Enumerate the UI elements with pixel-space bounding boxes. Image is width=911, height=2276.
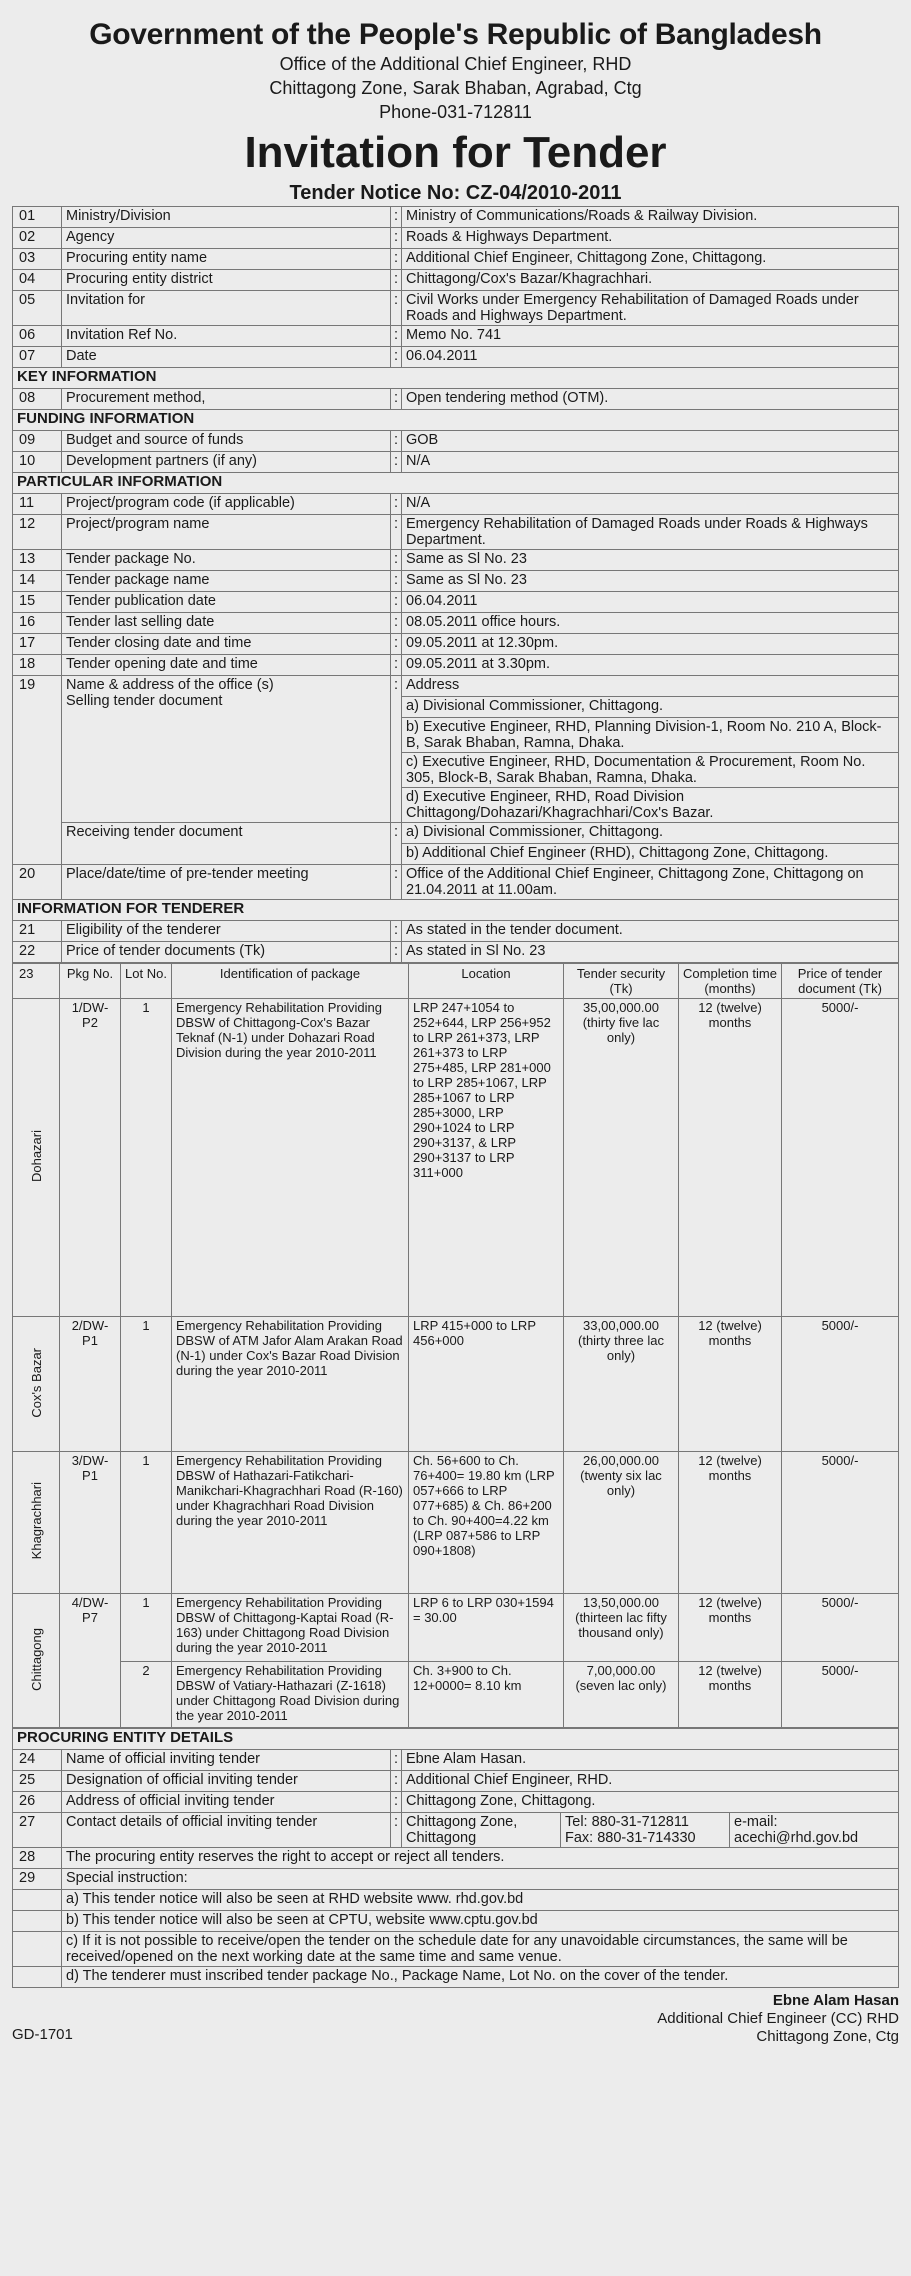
table-row: 06 Invitation Ref No. : Memo No. 741 — [13, 326, 899, 347]
table-row: 27 Contact details of official inviting tender : Chittagong Zone, Chittagong Tel: 880-31-712811 Fax: 880-31-714330 e-mail: acechi@rhd.gov.bd — [13, 1813, 899, 1848]
table-row: 26 Address of official inviting tender : Chittagong Zone, Chittagong. — [13, 1792, 899, 1813]
table-row: 03 Procuring entity name : Additional Chief Engineer, Chittagong Zone, Chittagong. — [13, 249, 899, 270]
table-row: 21 Eligibility of the tenderer : As stated in the tender document. — [13, 921, 899, 942]
signatory-zone: Chittagong Zone, Ctg — [756, 2028, 899, 2045]
table-row: d) The tenderer must inscribed tender package No., Package Name, Lot No. on the cover of the tender. — [13, 1967, 899, 1988]
phone-line: Phone-031-712811 — [379, 102, 532, 122]
table-row: 20 Place/date/time of pre-tender meeting : Office of the Additional Chief Engineer, Chittagong Zone, Chittagong on 21.04.2011 at 11.00am. — [13, 865, 899, 900]
table-row: 02 Agency : Roads & Highways Department. — [13, 228, 899, 249]
package-row: Khagrachhari 3/DW-P1 1 Emergency Rehabilitation Providing DBSW of Hathazari-Fatikchari-Manikchari-Khagrachhari Road (R-160) under Khagrachhari Road Division during the year 2010-2011 Ch. 56+600 to Ch. 76+400= 19.80 km (LRP 057+666 to LRP 077+685) & Ch. 86+200 to Ch. 90+400=4.22 km (LRP 087+586 to LRP 090+1808) 26,00,000.00 (twenty six lac only) 12 (twelve) months 5000/- — [13, 1452, 899, 1594]
table-row: 19 Name & address of the office (s) Selling tender document : Address — [13, 676, 899, 697]
office-line: Office of the Additional Chief Engineer, RHD — [279, 54, 632, 74]
package-row: Dohazari 1/DW-P2 1 Emergency Rehabilitation Providing DBSW of Chittagong-Cox's Bazar Teknaf (N-1) under Dohazari Road Division during the year 2010-2011 LRP 247+1054 to 252+644, LRP 256+952 to LRP 261+373, LRP 261+373 to LRP 275+485, LRP 281+000 to LRP 285+1067, LRP 285+1067 to LRP 285+3000, LRP 290+1024 to LRP 290+3137, & LRP 290+3137 to LRP 311+000 35,00,000.00 (thirty five lac only) 12 (twelve) months 5000/- — [13, 999, 899, 1317]
table-row: b) Executive Engineer, RHD, Planning Division-1, Room No. 210 A, Block-B, Sarak Bhaban, Ramna, Dhaka. — [13, 718, 899, 753]
table-row: 13 Tender package No. : Same as Sl No. 23 — [13, 550, 899, 571]
table-row: 01 Ministry/Division : Ministry of Communications/Roads & Railway Division. — [13, 207, 899, 228]
contact-address: Chittagong Zone, Chittagong — [402, 1813, 561, 1847]
table-row: 10 Development partners (if any) : N/A — [13, 452, 899, 473]
area-label: Chittagong — [28, 1627, 44, 1691]
page-title: Invitation for Tender — [244, 128, 667, 177]
table-row: 11 Project/program code (if applicable) : N/A — [13, 494, 899, 515]
table-row: 12 Project/program name : Emergency Rehabilitation of Damaged Roads under Roads & Highways Department. — [13, 515, 899, 550]
tender-notice-number: Tender Notice No: CZ-04/2010-2011 — [289, 182, 622, 204]
table-row: a) This tender notice will also be seen at RHD website www. rhd.gov.bd — [13, 1890, 899, 1911]
package-row: Cox's Bazar 2/DW-P1 1 Emergency Rehabilitation Providing DBSW of ATM Jafor Alam Arakan Road (N-1) under Cox's Bazar Road Division during the year 2010-2011 LRP 415+000 to LRP 456+000 33,00,000.00 (thirty three lac only) 12 (twelve) months 5000/- — [13, 1317, 899, 1452]
table-row: 08 Procurement method, : Open tendering method (OTM). — [13, 389, 899, 410]
contact-fax: Fax: 880-31-714330 — [565, 1830, 696, 1846]
table-row: 24 Name of official inviting tender : Ebne Alam Hasan. — [13, 1750, 899, 1771]
address-line: Chittagong Zone, Sarak Bhaban, Agrabad, Ctg — [269, 78, 642, 98]
package-row: 2 Emergency Rehabilitation Providing DBSW of Vatiary-Hathazari (Z-1618) under Chittagong Road Division during the year 2010-2011 Ch. 3+900 to Ch. 12+0000= 8.10 km 7,00,000.00 (seven lac only) 12 (twelve) months 5000/- — [13, 1662, 899, 1728]
table-row: 09 Budget and source of funds : GOB — [13, 431, 899, 452]
table-row: 22 Price of tender documents (Tk) : As stated in Sl No. 23 — [13, 942, 899, 963]
contact-email-label: e-mail: — [734, 1814, 778, 1830]
section-heading: INFORMATION FOR TENDERER — [13, 900, 899, 921]
signatory-designation: Additional Chief Engineer (CC) RHD — [657, 2010, 899, 2027]
area-label: Khagrachhari — [28, 1482, 44, 1560]
table-row: 15 Tender publication date : 06.04.2011 — [13, 592, 899, 613]
contact-email: acechi@rhd.gov.bd — [734, 1830, 859, 1846]
table-row: b) This tender notice will also be seen at CPTU, website www.cptu.gov.bd — [13, 1911, 899, 1932]
table-row: Receiving tender document : a) Divisional Commissioner, Chittagong. — [13, 823, 899, 844]
package-row: Chittagong 4/DW-P7 1 Emergency Rehabilitation Providing DBSW of Chittagong-Kaptai Road (R-163) under Chittagong Road Division during the year 2010-2011 LRP 6 to LRP 030+1594 = 30.00 13,50,000.00 (thirteen lac fifty thousand only) 12 (twelve) months 5000/- — [13, 1594, 899, 1662]
label-office-address: Name & address of the office (s) — [66, 677, 274, 693]
procuring-entity-table — [12, 1728, 899, 1988]
table-row: 05 Invitation for : Civil Works under Emergency Rehabilitation of Damaged Roads under Roads and Highways Department. — [13, 291, 899, 326]
table-row: b) Additional Chief Engineer (RHD), Chittagong Zone, Chittagong. — [13, 844, 899, 865]
table-row: a) Divisional Commissioner, Chittagong. — [13, 697, 899, 718]
table-row: 14 Tender package name : Same as Sl No. 23 — [13, 571, 899, 592]
contact-tel: Tel: 880-31-712811 — [565, 1814, 689, 1830]
table-row: 16 Tender last selling date : 08.05.2011 office hours. — [13, 613, 899, 634]
section-heading: KEY INFORMATION — [13, 368, 899, 389]
general-info-table — [12, 206, 899, 963]
section-heading: PROCURING ENTITY DETAILS — [13, 1729, 899, 1750]
section-heading: PARTICULAR INFORMATION — [13, 473, 899, 494]
table-row: 29 Special instruction: — [13, 1869, 899, 1890]
table-row: c) Executive Engineer, RHD, Documentation & Procurement, Room No. 305, Block-B, Sarak Bhaban, Ramna, Dhaka. — [13, 753, 899, 788]
label-selling-doc: Selling tender document — [66, 693, 223, 709]
footer-code: GD-1701 — [12, 2026, 73, 2043]
table-row: 04 Procuring entity district : Chittagong/Cox's Bazar/Khagrachhari. — [13, 270, 899, 291]
table-row: c) If it is not possible to receive/open the tender on the schedule date for any unavoidable circumstances, the same will be received/opened on the next working date at the same time and same venue. — [13, 1932, 899, 1967]
package-table — [12, 963, 899, 1728]
signatory-name: Ebne Alam Hasan — [772, 1992, 899, 2009]
package-header-row: 23 Pkg No. Lot No. Identification of package Location Tender security (Tk) Completion time (months) Price of tender document (Tk) — [13, 964, 899, 999]
government-heading: Government of the People's Republic of Bangladesh — [89, 18, 822, 51]
table-row: d) Executive Engineer, RHD, Road Division Chittagong/Dohazari/Khagrachhari/Cox's Bazar. — [13, 788, 899, 823]
area-label: Dohazari — [28, 1129, 44, 1183]
table-row: 18 Tender opening date and time : 09.05.2011 at 3.30pm. — [13, 655, 899, 676]
table-row: 07 Date : 06.04.2011 — [13, 347, 899, 368]
section-heading: FUNDING INFORMATION — [13, 410, 899, 431]
table-row: 17 Tender closing date and time : 09.05.2011 at 12.30pm. — [13, 634, 899, 655]
table-row: 28 The procuring entity reserves the right to accept or reject all tenders. — [13, 1848, 899, 1869]
table-row: 25 Designation of official inviting tender : Additional Chief Engineer, RHD. — [13, 1771, 899, 1792]
address-header: Address — [402, 676, 899, 697]
area-label: Cox's Bazar — [28, 1347, 44, 1418]
